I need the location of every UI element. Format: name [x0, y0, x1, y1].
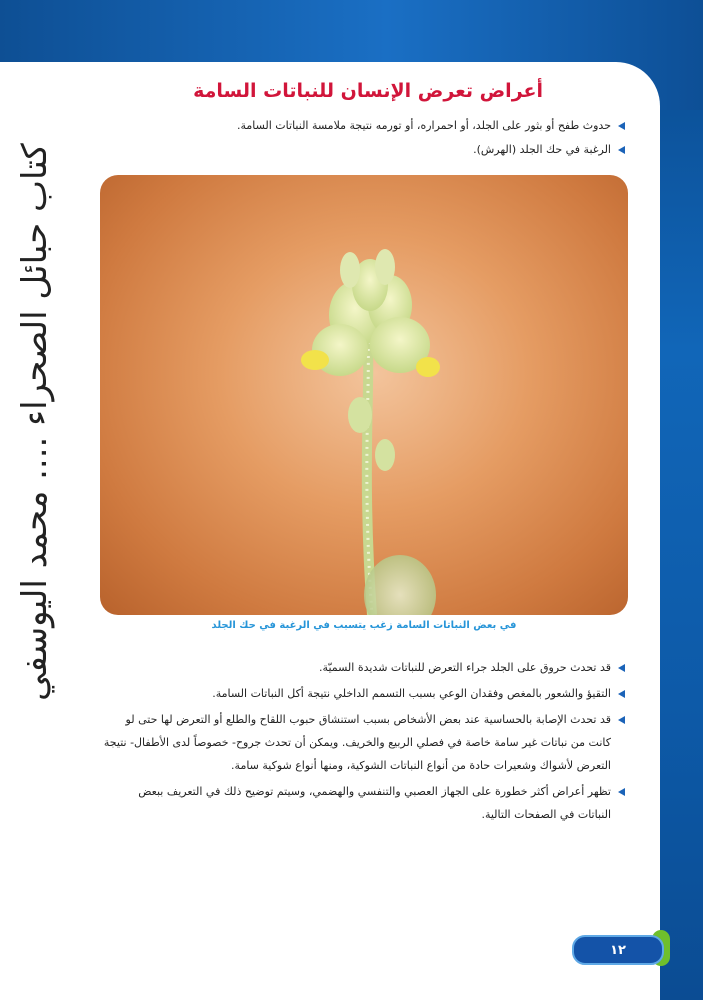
list-item — [105, 114, 625, 138]
list-item-text: الرغبة في حك الجلد (الهرش). — [473, 143, 611, 156]
list-item-text: قد تحدث حروق على الجلد جراء التعرض للنباتات شديدة السميّة. — [319, 661, 611, 674]
list-item-text: التقيؤ والشعور بالمغص وفقدان الوعي بسبب التسمم الداخلي نتيجة أكل النباتات السامة. — [212, 687, 611, 700]
bullet-arrow-icon — [618, 716, 625, 724]
page-number: ١٢ — [572, 935, 664, 965]
bottom-bullet-list — [103, 656, 625, 829]
list-item — [103, 682, 625, 705]
list-item — [105, 138, 625, 162]
list-item-text: حدوث طفح أو بثور على الجلد، أو احمراره، أو تورمه نتيجة ملامسة النباتات السامة. — [236, 119, 611, 132]
bullet-arrow-icon — [618, 122, 625, 130]
list-item — [103, 780, 625, 826]
plant-photo — [100, 175, 628, 615]
list-item — [103, 656, 625, 679]
list-item-text: تظهر أعراض أكثر خطورة على الجهاز العصبي والتنفسي والهضمي، وسيتم توضيح ذلك في التعريف ببعض النباتات في الصفحات التالية. — [138, 785, 611, 821]
top-bullet-list — [105, 114, 625, 162]
bullet-arrow-icon — [618, 146, 625, 154]
list-item-text: قد تحدث الإصابة بالحساسية عند بعض الأشخاص بسبب استنشاق حبوب اللقاح والطلع أو التعرض لها حتى لو كانت من نباتات غير سامة خاصة في فصلي الربيع والخريف. ويمكن أن تحدث جروح- خصوصاً لدى الأطفال- نتيجة التعرض لأشواك وشعيرات حادة من أنواع النباتات الشوكية، ومنها أنواع شوكية سامة. — [103, 713, 611, 772]
bullet-arrow-icon — [618, 788, 625, 796]
bullet-arrow-icon — [618, 690, 625, 698]
photo-caption: في بعض النباتات السامة زغب يتسبب في الرغبة في حك الجلد — [211, 620, 517, 631]
book-spine — [0, 62, 70, 701]
book-title-vertical: كتاب حبائل الصحراء .... محمد اليوسفي — [15, 143, 55, 701]
bullet-arrow-icon — [618, 664, 625, 672]
list-item — [103, 708, 625, 777]
section-heading: أعراض تعرض الإنسان للنباتات السامة — [193, 80, 543, 102]
hairy-plant-illustration — [100, 175, 628, 615]
